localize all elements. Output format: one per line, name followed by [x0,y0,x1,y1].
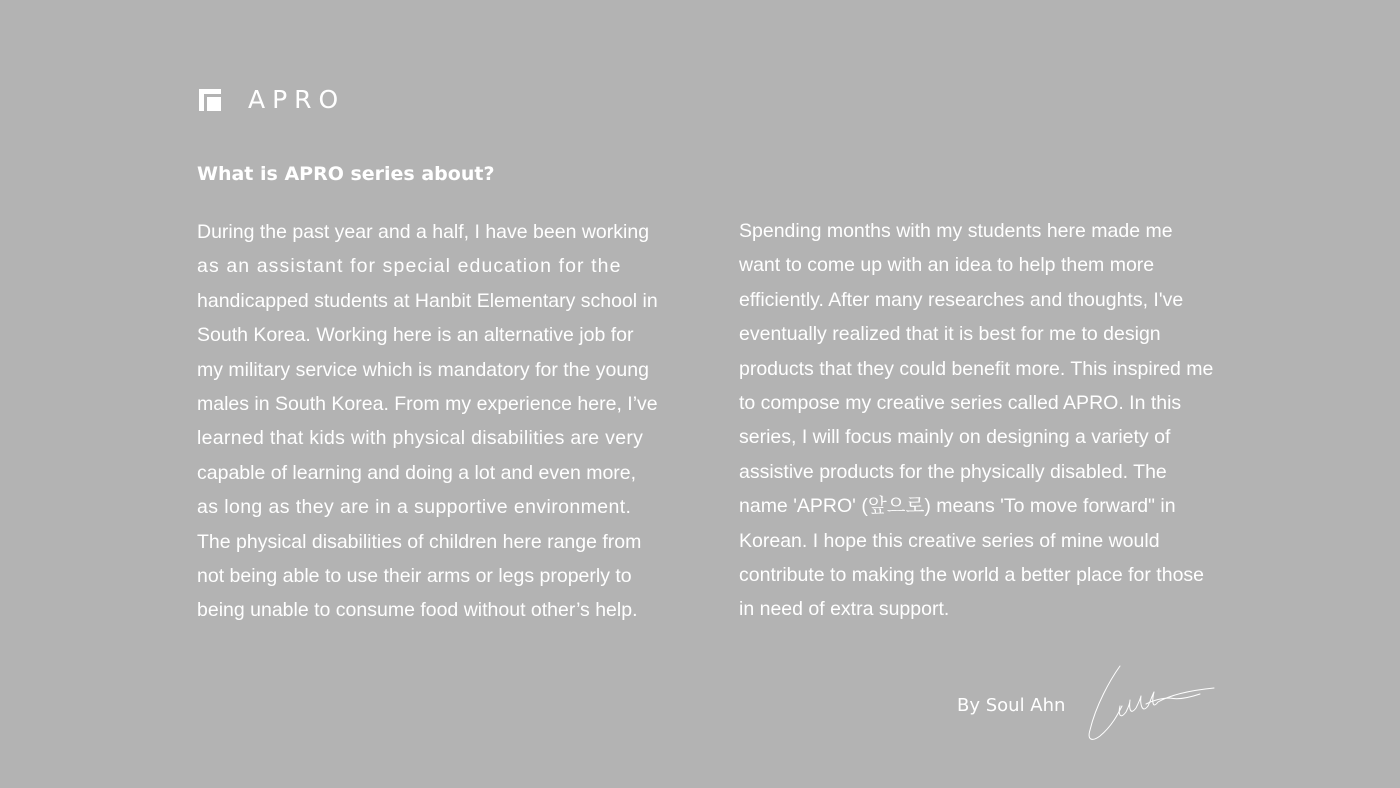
left-paragraph [197,215,697,628]
text-line: name 'APRO' (앞으로) means 'To move forward" in [739,495,1176,518]
text-line: contribute to making the world a better place for those [739,564,1205,587]
text-line: as long as they are in a supportive environment. [197,496,632,519]
text-line: learned that kids with physical disabilities are very [197,427,644,450]
text-line: want to come up with an idea to help them more [739,254,1155,277]
text-line: my military service which is mandatory for the young [197,358,649,381]
brand-logo [199,85,346,114]
text-line: being unable to consume food without other’s help. [197,599,638,622]
text-line: not being able to use their arms or legs properly to [197,565,632,588]
text-line: efficiently. After many researches and thoughts, I've [739,288,1184,311]
author-byline: By Soul Ahn [957,695,1066,716]
text-line: products that they could benefit more. This inspired me [739,357,1214,380]
text-line: eventually realized that it is best for me to design [739,323,1161,346]
brand-name: APRO [248,85,346,114]
apro-logo-mark-icon [199,89,221,111]
text-line: Korean. I hope this creative series of mine would [739,529,1160,552]
text-line: The physical disabilities of children here range from [197,530,642,553]
text-line: South Korea. Working here is an alternative job for [197,324,634,347]
text-line: handicapped students at Hanbit Elementary school in [197,289,658,312]
right-paragraph [739,214,1259,627]
text-line: assistive products for the physically disabled. The [739,460,1167,483]
section-heading: What is APRO series about? [197,163,495,185]
text-line: in need of extra support. [739,598,950,621]
text-line: capable of learning and doing a lot and even more, [197,461,637,484]
text-line: as an assistant for special education for the [197,255,622,278]
text-line: Spending months with my students here made me [739,220,1173,242]
signature-icon [1082,660,1222,750]
text-line: males in South Korea. From my experience here, I’ve [197,393,658,416]
text-line: series, I will focus mainly on designing a variety of [739,426,1171,449]
text-line: During the past year and a half, I have been working [197,221,650,243]
text-line: to compose my creative series called APRO. In this [739,392,1182,415]
